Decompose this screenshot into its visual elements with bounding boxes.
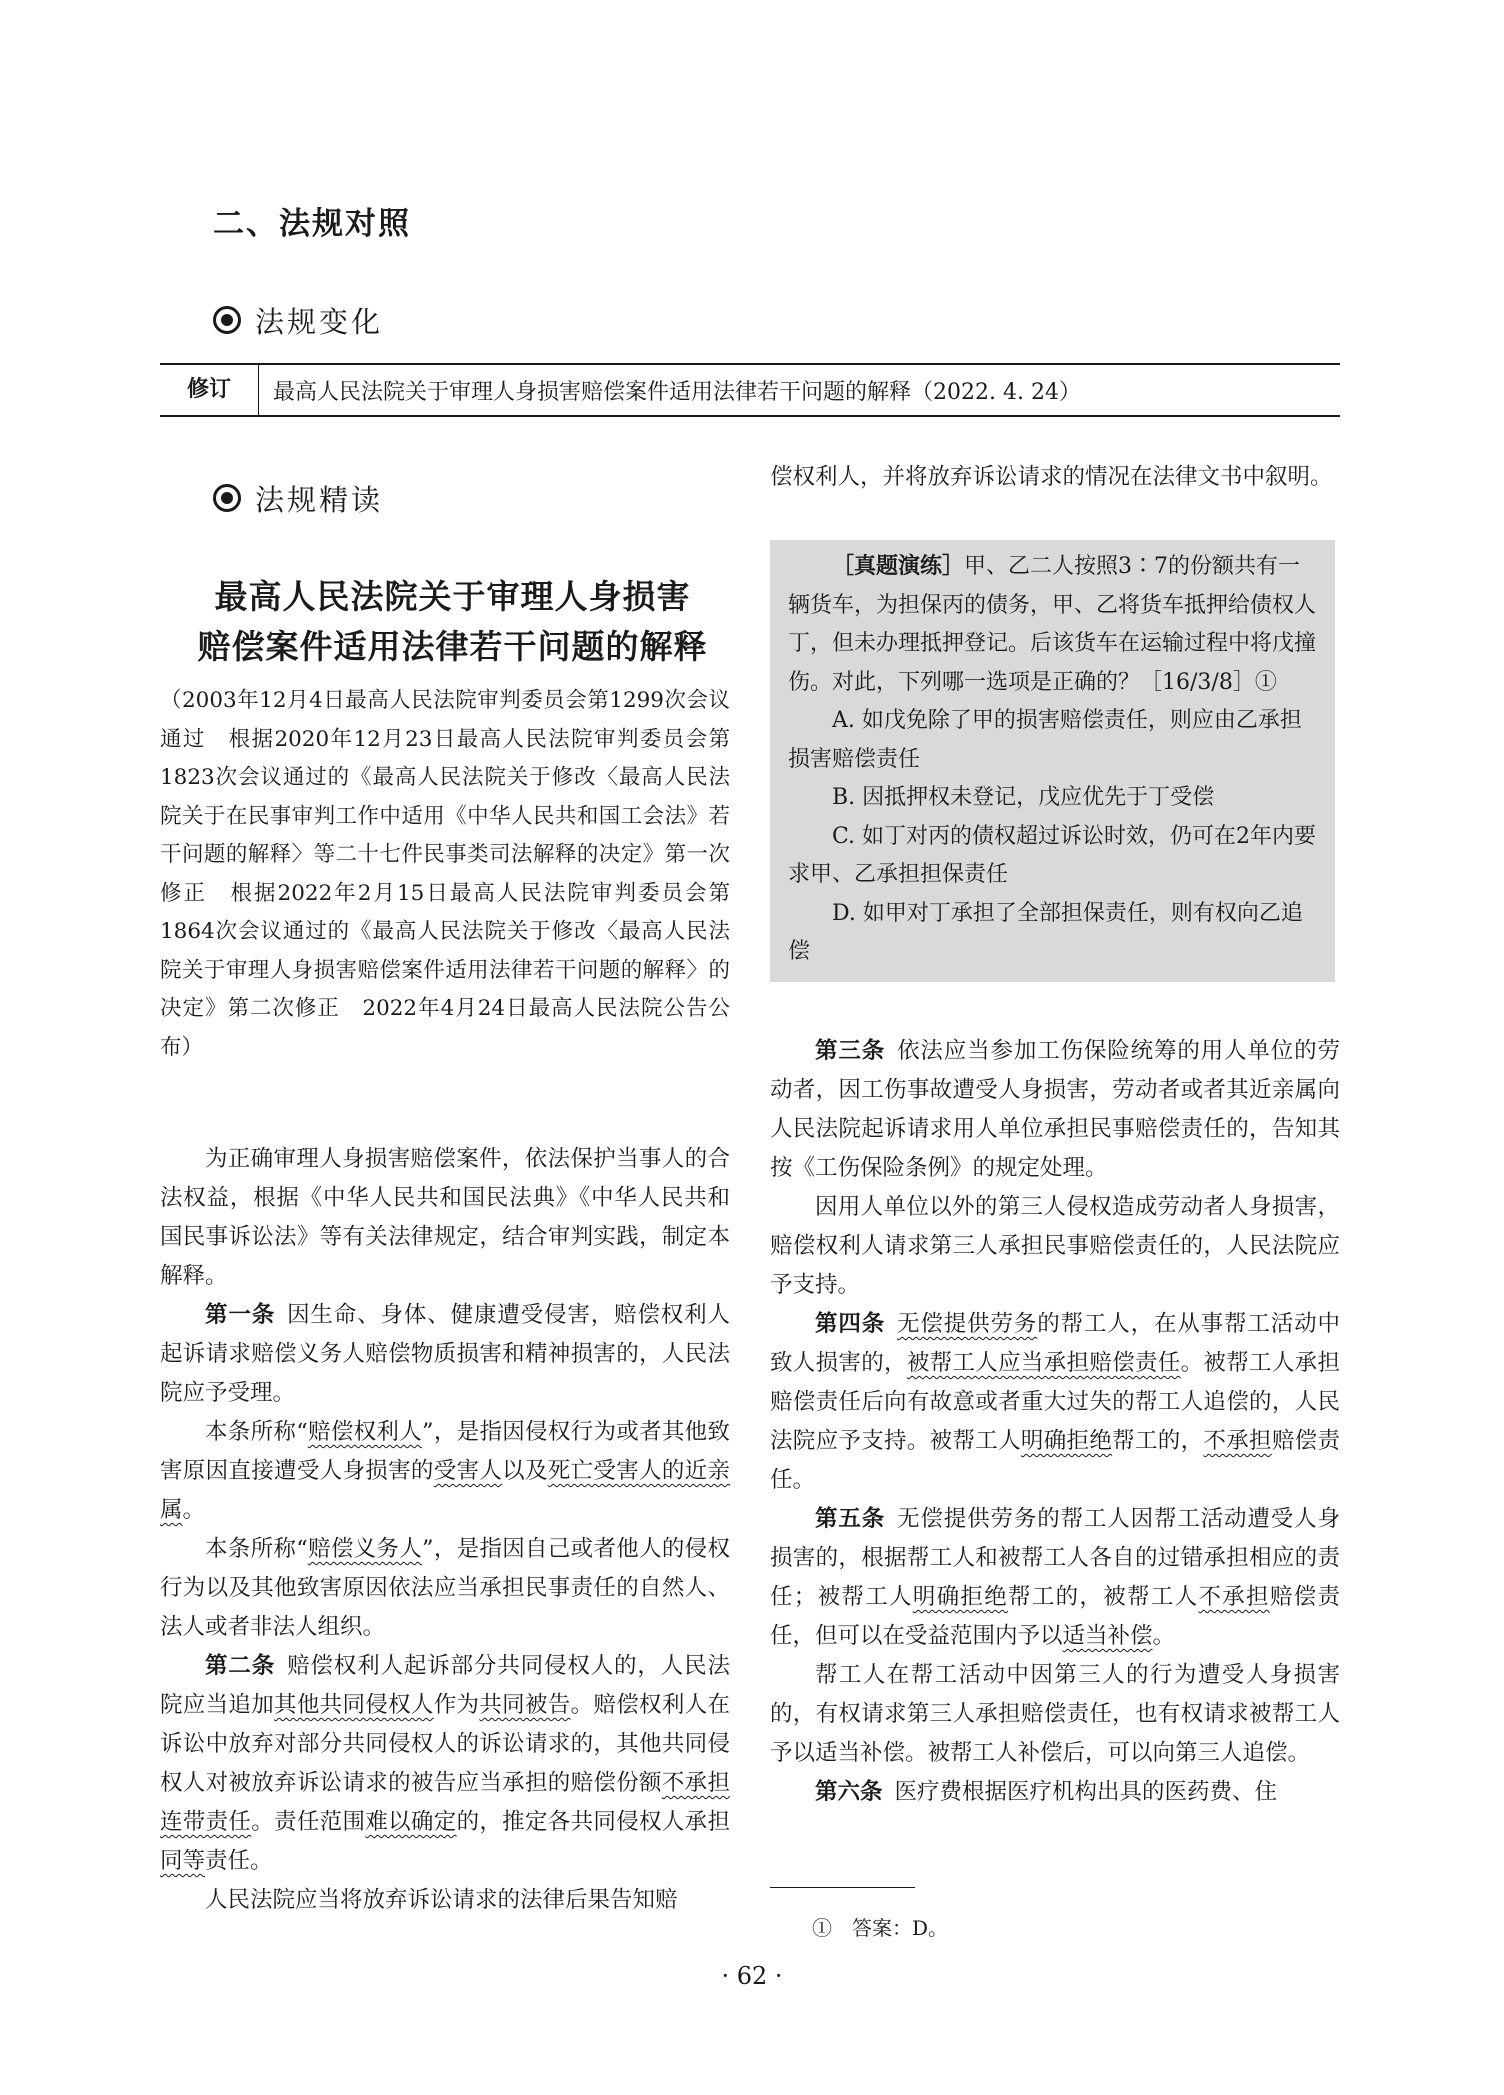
reading-heading: [213, 478, 383, 519]
article-label: 第四条: [815, 1311, 886, 1337]
highlight: 受害人: [433, 1458, 503, 1484]
option-c: C. 如丁对丙的债权超过诉讼时效，仍可在2年内要求甲、乙承担担保责任: [788, 823, 1317, 887]
article-label: 第三条: [815, 1038, 886, 1064]
revision-table: [160, 363, 1340, 417]
highlight: 不承担连带责任: [160, 1770, 730, 1835]
article-3: 第三条 依法应当参加工伤保险统筹的用人单位的劳动者，因工伤事故遭受人身损害，劳动者或者其近亲属向人民法院起诉请求用人单位承担民事赔偿责任的，告知其按《工伤保险条例》的规定处理。: [770, 1038, 1340, 1181]
option-a: A. 如戊免除了甲的损害赔偿责任，则应由乙承担损害赔偿责任: [788, 708, 1302, 772]
highlight: 赔偿权利人: [307, 1419, 423, 1445]
document-title-line2: 赔偿案件适用法律若干问题的解释: [197, 627, 708, 666]
article-label: 第五条: [815, 1506, 886, 1532]
highlight: 不承担: [1198, 1584, 1270, 1610]
preamble: 为正确审理人身损害赔偿案件，依法保护当事人的合法权益，根据《中华人民共和国民法典》《中华人民共和国民事诉讼法》等有关法律规定，结合审判实践，制定本解释。: [160, 1146, 730, 1289]
revision-key: 修订: [160, 365, 259, 415]
document-history: （2003年12月4日最高人民法院审判委员会第1299次会议通过 根据2020年12月23日最高人民法院审判委员会第1823次会议通过的《最高人民法院关于修改〈最高人民法院关于在民事审判工作中适用《中华人民共和国工会法》若干问题的解释〉等二十七件民事类司法解释的决定》第一次修正 根据2022年2月15日最高人民法院审判委员会第1864次会议通过的《最高人民法院关于修改〈最高人民法院关于审理人身损害赔偿案件适用法律若干问题的解释〉的决定》第二次修正 2022年4月24日最高人民法院公告公布）: [160, 688, 730, 1060]
article-label: 第二条: [205, 1653, 276, 1679]
option-d: D. 如甲对丁承担了全部担保责任，则有权向乙追偿: [788, 900, 1303, 964]
article-1: 第一条 因生命、身体、健康遭受侵害，赔偿权利人起诉请求赔偿义务人赔偿物质损害和精神损害的，人民法院应予受理。: [160, 1302, 730, 1406]
article-2: 第二条 赔偿权利人起诉部分共同侵权人的，人民法院应当追加其他共同侵权人作为共同被告。赔偿权利人在诉讼中放弃对部分共同侵权人的诉讼请求的，其他共同侵权人对被放弃诉讼请求的被告应当承担的赔偿份额不承担连带责任。责任范围难以确定的，推定各共同侵权人承担同等责任。: [160, 1653, 730, 1874]
document-title-line1: 最高人民法院关于审理人身损害: [214, 577, 691, 616]
double-circle-icon: [213, 306, 241, 334]
question-lead: ［真题演练］: [832, 554, 965, 579]
highlight: 同等: [160, 1848, 206, 1874]
article-label: 第一条: [205, 1302, 276, 1328]
section-title: 二、法规对照: [213, 206, 411, 242]
article-3-para-2: 因用人单位以外的第三人侵权造成劳动者人身损害，赔偿权利人请求第三人承担民事赔偿责任的，人民法院应予支持。: [770, 1194, 1340, 1298]
article-5-para-2: 帮工人在帮工活动中因第三人的行为遭受人身损害的，有权请求第三人承担赔偿责任，也有权请求被帮工人予以适当补偿。被帮工人补偿后，可以向第三人追偿。: [770, 1662, 1340, 1766]
highlight: 其他共同侵权人: [274, 1692, 434, 1718]
double-circle-icon: [213, 484, 241, 512]
article-2-para-2-end: 偿权利人，并将放弃诉讼请求的情况在法律文书中叙明。: [770, 464, 1333, 490]
highlight: 难以确定: [365, 1809, 457, 1835]
highlight: 明确拒绝: [912, 1584, 1009, 1610]
highlight: 适当补偿: [1062, 1623, 1153, 1649]
revision-value: 最高人民法院关于审理人身损害赔偿案件适用法律若干问题的解释（2022. 4. 24）: [273, 379, 1081, 405]
footnote-divider: [770, 1887, 915, 1888]
article-label: 第六条: [815, 1779, 883, 1805]
page-number: · 62 ·: [721, 1962, 783, 1990]
document-title: [160, 572, 745, 672]
highlight: 被帮工人应当承担赔偿责任: [906, 1350, 1181, 1376]
option-b: B. 因抵押权未登记，戊应优先于丁受偿: [832, 785, 1215, 810]
changes-heading: [213, 300, 383, 341]
article-6: 第六条 医疗费根据医疗机构出具的医药费、住: [815, 1779, 1278, 1805]
highlight: 共同被告: [479, 1692, 571, 1718]
reading-heading-label: 法规精读: [255, 483, 384, 517]
question-stem: ［真题演练］甲、乙二人按照3∶7的份额共有一辆货车，为担保丙的债务，甲、乙将货车抵押给债权人丁，但未办理抵押登记。后该货车在运输过程中将戊撞伤。对此，下列哪一选项是正确的？［16/3/8］①: [788, 554, 1317, 695]
article-4: 第四条 无偿提供劳务的帮工人，在从事帮工活动中致人损害的，被帮工人应当承担赔偿责任。被帮工人承担赔偿责任后向有故意或者重大过失的帮工人追偿的，人民法院应予支持。被帮工人明确拒绝帮工的，不承担赔偿责任。: [770, 1311, 1340, 1493]
changes-heading-label: 法规变化: [255, 305, 384, 339]
highlight: 死亡受害人的近亲属: [160, 1458, 730, 1523]
highlight: 无偿提供劳务: [897, 1311, 1038, 1337]
article-1-para-2: 本条所称“赔偿权利人”，是指因侵权行为或者其他致害原因直接遭受人身损害的受害人以及死亡受害人的近亲属。: [160, 1419, 730, 1523]
article-5: 第五条 无偿提供劳务的帮工人因帮工活动遭受人身损害的，根据帮工人和被帮工人各自的过错承担相应的责任；被帮工人明确拒绝帮工的，被帮工人不承担赔偿责任，但可以在受益范围内予以适当补偿。: [770, 1506, 1340, 1649]
right-column-body: [770, 1032, 1340, 1812]
left-column-body: [160, 1140, 730, 1920]
highlight: 不承担: [1203, 1428, 1272, 1454]
highlight: 明确拒绝: [1020, 1428, 1113, 1454]
highlight: 赔偿义务人: [307, 1536, 423, 1562]
practice-question-box: [770, 540, 1335, 982]
article-1-para-3: 本条所称“赔偿义务人”，是指因自己或者他人的侵权行为以及其他致害原因依法应当承担民事责任的自然人、法人或者非法人组织。: [160, 1536, 730, 1640]
footnote: ① 答案：D。: [812, 1916, 949, 1940]
article-2-para-2-start: 人民法院应当将放弃诉讼请求的法律后果告知赔: [205, 1887, 678, 1913]
